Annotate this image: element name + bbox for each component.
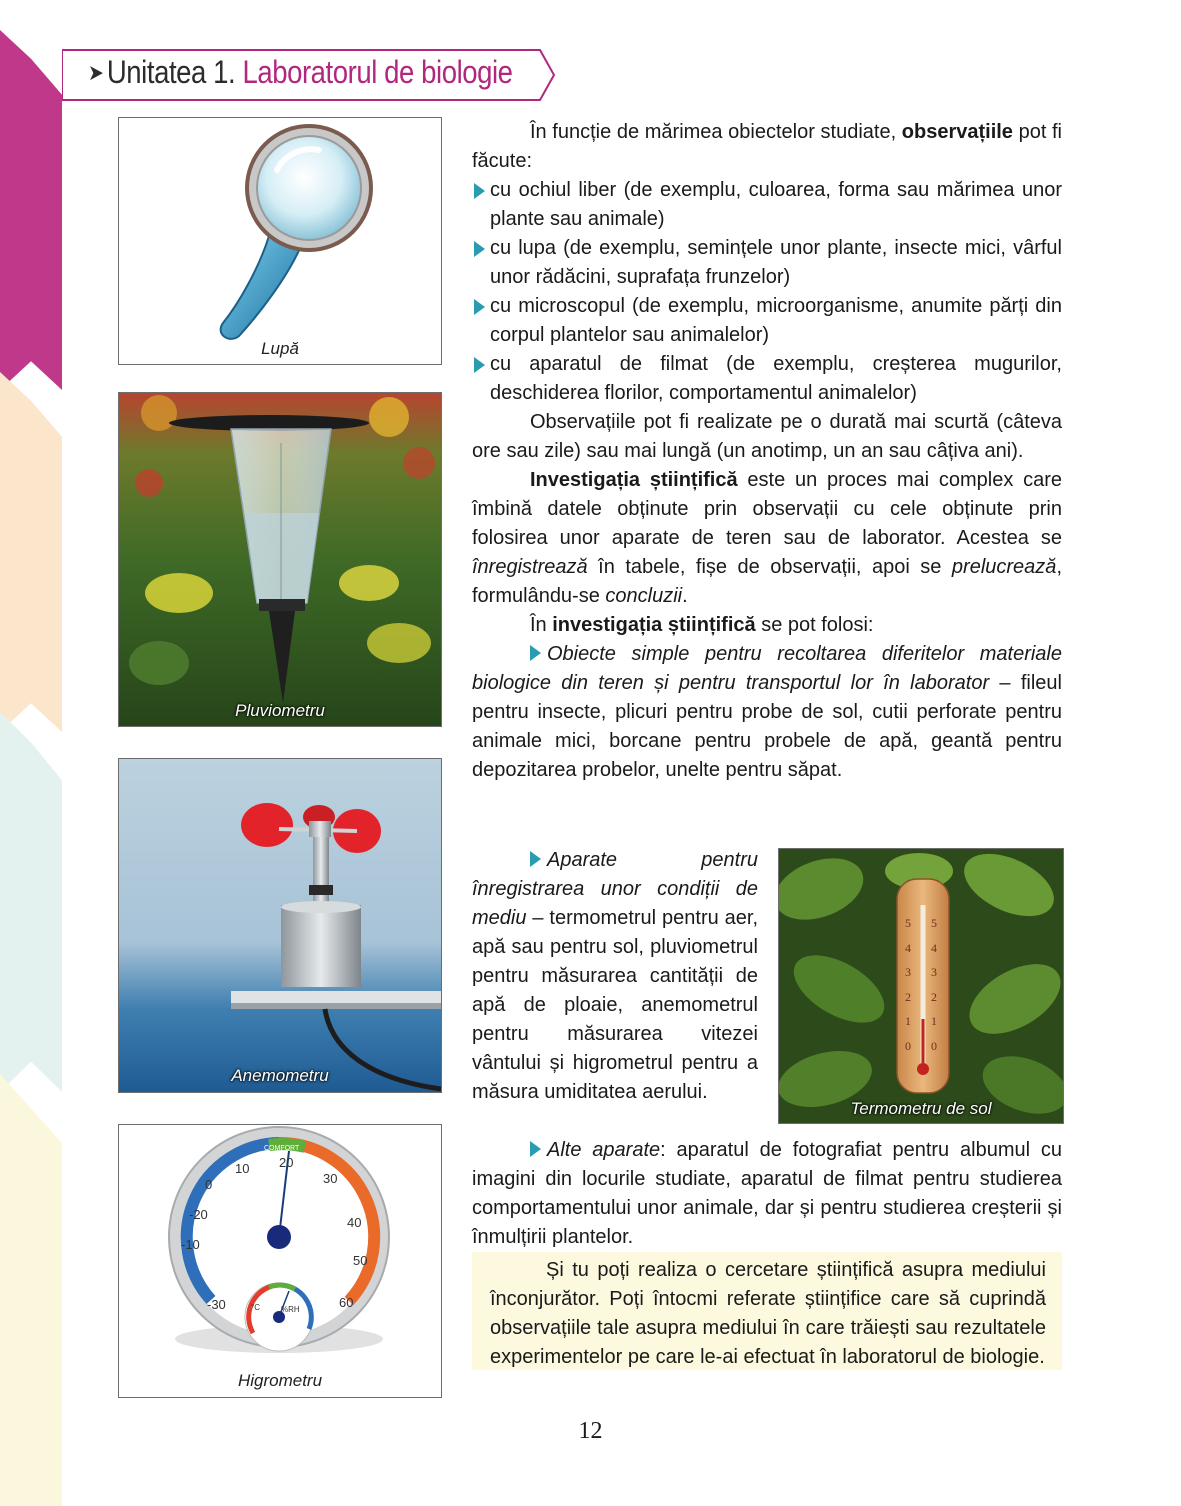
- band-segment-peach: [0, 372, 62, 732]
- paragraph-obiecte-simple: Obiecte simple pentru recoltarea diferitelor materiale biologice din teren și pentru transportul lor în laborator – fileul pentru insecte, plicuri pentru probe de sol, cutii perforate pentru animale mici, borcane pentru probele de apă, geantă pentru depozitarea probelor, unelte pentru săpat.: [472, 643, 1062, 781]
- thermometer-tick-right-5: 5: [931, 916, 937, 930]
- hygrometer-tick-minus-30: -30: [207, 1297, 226, 1312]
- figure-higrometru: [118, 1124, 442, 1398]
- caption-pluviometru: Pluviometru: [235, 701, 325, 720]
- thermometer-tick-right-3: 3: [931, 965, 937, 979]
- hygrometer-rh-label: %RH: [281, 1305, 300, 1314]
- thermometer-tick-5: 5: [905, 916, 911, 930]
- thermometer-tick-right-2: 2: [931, 989, 937, 1004]
- text-aparate-conditii: [472, 846, 758, 1107]
- hygrometer-celsius-label: °C: [251, 1303, 260, 1312]
- paragraph-durata: Observațiile pot fi realizate pe o durată mai scurtă (câteva ore sau zile) sau mai lungă (un anotimp, un an sau câțiva ani).: [472, 411, 1062, 462]
- thermometer-tick-right-0: 0: [931, 1038, 937, 1053]
- caption-anemometru: Anemometru: [231, 1066, 329, 1085]
- caption-higrometru: Higrometru: [237, 1371, 323, 1390]
- hygrometer-tick-40: 40: [347, 1215, 362, 1230]
- header-text: [88, 54, 513, 91]
- thermometer-tick-1: 1: [905, 1014, 911, 1028]
- hygrometer-tick-50: 50: [353, 1253, 368, 1268]
- thermometer-tick-0: 0: [905, 1038, 911, 1053]
- hygrometer-tick-30: 30: [323, 1171, 338, 1186]
- figure-lupa: [118, 117, 442, 365]
- soil-thermometer-photo: [779, 849, 1063, 1123]
- decorative-side-band: [0, 0, 62, 1506]
- thermometer-scale: [905, 911, 911, 1058]
- unit-title: Laboratorul de biologie: [242, 54, 513, 90]
- rain-gauge-photo: [119, 393, 441, 726]
- paragraph-observatii: În funcție de mărimea obiectelor studiate, observațiile pot fi făcute:: [472, 121, 1063, 172]
- thermometer-tick-right-4: 4: [931, 940, 937, 955]
- figure-pluviometru: [118, 392, 442, 727]
- paragraph-se-pot-folosi: În investigația științifică se pot folosi:: [530, 614, 874, 636]
- caption-termometru: Termometru de sol: [850, 1099, 992, 1118]
- bullet-ochiul-liber: cu ochiul liber (de exemplu, culoarea, forma sau mărimea unor plante sau animale): [472, 176, 1062, 234]
- figure-anemometru: [118, 758, 442, 1093]
- hygrometer-comfort-label: COMFORT: [264, 1145, 300, 1152]
- page-number: 12: [578, 1418, 603, 1444]
- play-triangle-icon: [530, 645, 541, 661]
- unit-number: Unitatea 1.: [106, 54, 236, 90]
- play-triangle-icon: [530, 851, 541, 867]
- caption-lupa: Lupă: [261, 339, 299, 358]
- play-triangle-icon: [530, 1141, 541, 1157]
- note-text: Și tu poți realiza o cercetare științifică asupra mediului înconjurător. Poți întocmi referate științifice care să cuprindă observațiile tale asupra mediului în care trăiești sau rezultatele experimentelor pe care le-ai efectuat în laboratorul de biologie.: [490, 1259, 1046, 1368]
- bullet-microscopul: cu microscopul (de exemplu, microorganisme, anumite părți din corpul plantelor sau animalelor): [472, 292, 1062, 350]
- paragraph-alte-aparate: Alte aparate: aparatul de fotografiat pentru albumul cu imagini din locurile studiate, aparatul de filmat pentru studierea comportamentului unor animale, dar și pentru studierea creșterii și înmulțirii plantelor.: [472, 1139, 1062, 1248]
- band-segment-mint: [0, 712, 62, 1092]
- hygrometer-tick-0: 0: [205, 1177, 213, 1192]
- hygrometer-tick-minus-20: -20: [189, 1207, 208, 1222]
- hygrometer-tick-60: 60: [339, 1295, 354, 1310]
- bullet-lupa: cu lupa (de exemplu, semințele unor plante, insecte mici, vârful unor rădăcini, suprafața frunzelor): [472, 234, 1062, 292]
- hygrometer-tick-minus-10: -10: [181, 1237, 200, 1252]
- chevron-right-icon: ➤: [88, 60, 104, 85]
- figure-termometru: [778, 848, 1064, 1124]
- paragraph-investigatia: Investigația științifică este un proces mai complex care îmbină datele obținute prin observații cu cele obținute prin folosirea unor aparate de teren sau de laborator. Acestea se înregistrează în tabele, fișe de observații, apoi se prelucrează, formulându-se concluzii.: [472, 469, 1063, 607]
- hygrometer-tick-10: 10: [235, 1161, 250, 1176]
- hygrometer-tick-20: 20: [279, 1155, 294, 1170]
- note-box: [472, 1252, 1062, 1370]
- unit-header: [62, 48, 556, 102]
- text-alte-aparate: [472, 1136, 1062, 1252]
- bullet-aparatul-de-filmat: cu aparatul de filmat (de exemplu, creșterea mugurilor, deschiderea florilor, comportamentul animalelor): [472, 350, 1062, 408]
- band-segment-magenta: [0, 30, 62, 390]
- anemometer-photo: [119, 759, 441, 1092]
- main-text: [472, 118, 1062, 785]
- thermometer-tick-3: 3: [905, 965, 911, 979]
- thermometer-tick-4: 4: [905, 940, 911, 955]
- magnifier-icon: [119, 118, 441, 364]
- thermometer-tick-2: 2: [905, 989, 911, 1004]
- thermometer-scale-right: [931, 911, 937, 1058]
- thermometer-tick-right-1: 1: [931, 1014, 937, 1028]
- paragraph-aparate-conditii: Aparate pentru înregistrarea unor condiții de mediu – termometrul pentru aer, apă sau pentru sol, pluviometrul pentru măsurarea cantității de apă de ploaie, anemometrul pentru măsurarea vitezei vântului și higrometrul pentru a măsura umiditatea aerului.: [472, 849, 758, 1103]
